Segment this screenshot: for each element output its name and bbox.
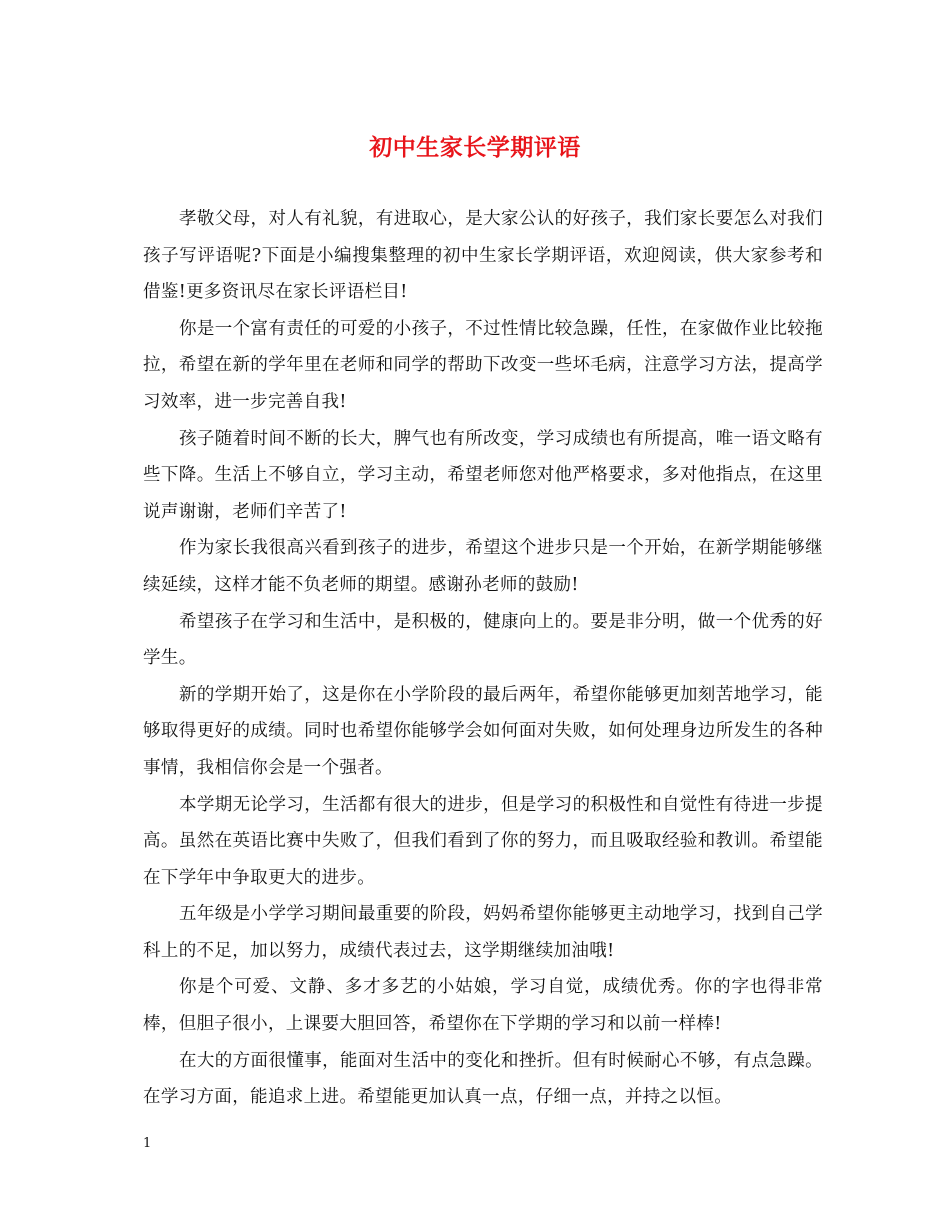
document-body bbox=[143, 201, 823, 1116]
paragraph-comment-7: 五年级是小学学习期间最重要的阶段，妈妈希望你能够更主动地学习，找到自己学科上的不足，加以努力，成绩代表过去，这学期继续加油哦! bbox=[143, 904, 823, 961]
paragraph-comment-6: 本学期无论学习，生活都有很大的进步，但是学习的积极性和自觉性有待进一步提高。虽然在英语比赛中失败了，但我们看到了你的努力，而且吸取经验和教训。希望能在下学年中争取更大的进步。 bbox=[143, 794, 823, 888]
document-title: 初中生家长学期评语 bbox=[369, 134, 581, 161]
paragraph-intro: 孝敬父母，对人有礼貌，有进取心，是大家公认的好孩子，我们家长要怎么对我们孩子写评语呢?下面是小编搜集整理的初中生家长学期评语，欢迎阅读，供大家参考和借鉴!更多资讯尽在家长评语栏目! bbox=[143, 209, 823, 303]
paragraph-comment-2: 孩子随着时间不断的长大，脾气也有所改变，学习成绩也有所提高，唯一语文略有些下降。生活上不够自立，学习主动，希望老师您对他严格要求，多对他指点，在这里说声谢谢，老师们辛苦了! bbox=[143, 428, 823, 522]
paragraph-comment-4: 希望孩子在学习和生活中，是积极的，健康向上的。要是非分明，做一个优秀的好学生。 bbox=[143, 611, 823, 669]
paragraph-comment-8: 你是个可爱、文静、多才多艺的小姑娘，学习自觉，成绩优秀。你的字也得非常棒，但胆子很小，上课要大胆回答，希望你在下学期的学习和以前一样棒! bbox=[143, 977, 823, 1035]
paragraph-comment-3: 作为家长我很高兴看到孩子的进步，希望这个进步只是一个开始，在新学期能够继续延续，这样才能不负老师的期望。感谢孙老师的鼓励! bbox=[143, 538, 823, 595]
paragraph-comment-5: 新的学期开始了，这是你在小学阶段的最后两年，希望你能够更加刻苦地学习，能够取得更好的成绩。同时也希望你能够学会如何面对失败，如何处理身边所发生的各种事情，我相信你会是一个强者。 bbox=[143, 684, 823, 778]
paragraph-comment-9: 在大的方面很懂事，能面对生活中的变化和挫折。但有时候耐心不够，有点急躁。在学习方面，能追求上进。希望能更加认真一点，仔细一点，并持之以恒。 bbox=[143, 1050, 823, 1108]
page-number: 1 bbox=[143, 1136, 152, 1151]
paragraph-comment-1: 你是一个富有责任的可爱的小孩子，不过性情比较急躁，任性，在家做作业比较拖拉，希望在新的学年里在老师和同学的帮助下改变一些坏毛病，注意学习方法，提高学习效率，进一步完善自我! bbox=[143, 318, 823, 412]
